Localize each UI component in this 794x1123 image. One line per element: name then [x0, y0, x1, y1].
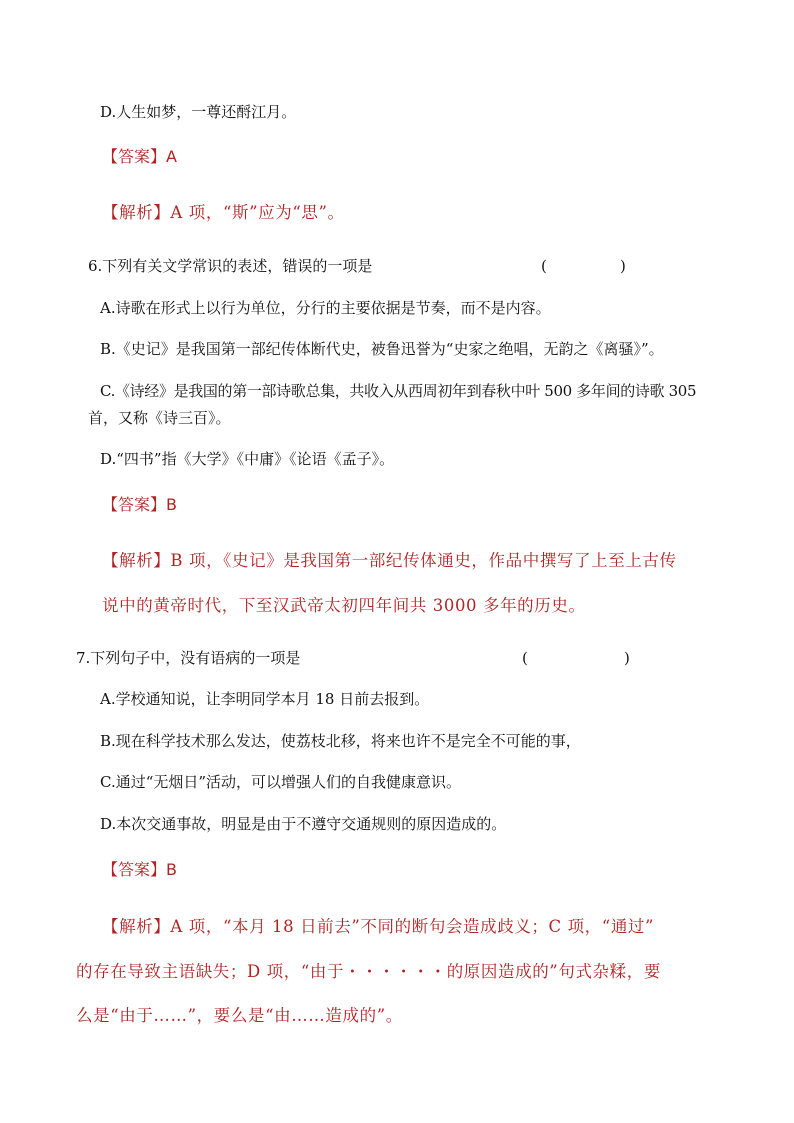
q5-answer: 【答案】A: [102, 147, 177, 166]
q7-bracket-open: (: [522, 649, 528, 667]
q6-option-c-line1: C.《诗经》是我国的第一部诗歌总集，共收入从西周初年到春秋中叶 500 多年间的诗歌 305: [100, 382, 697, 400]
q6-explanation-line1: 【解析】B 项，《史记》是我国第一部纪传体通史，作品中撰写了上至上古传: [102, 551, 677, 570]
q7-option-b: B.现在科学技术那么发达，使荔枝北移，将来也许不是完全不可能的事，: [100, 732, 581, 750]
q5-explanation: 【解析】A 项，“斯”应为“思”。: [102, 203, 345, 222]
q7-explanation-line2: 的存在导致主语缺失；D 项，“由于・・・・・・的原因造成的”句式杂糅，要: [76, 962, 661, 981]
q6-bracket-open: (: [541, 257, 547, 275]
q7-explanation-line1: 【解析】A 项，“本月 18 日前去”不同的断句会造成歧义；C 项，“通过”: [102, 917, 655, 936]
q6-answer: 【答案】B: [102, 495, 177, 514]
q7-stem: 7.下列句子中，没有语病的一项是: [76, 649, 301, 667]
q6-option-d: D.“四书”指《大学》《中庸》《论语《孟子》。: [100, 450, 395, 468]
q5-option-d: D.人生如梦，一尊还酹江月。: [100, 103, 297, 121]
q6-stem: 6.下列有关文学常识的表述，错误的一项是: [88, 257, 373, 275]
q7-option-a: A.学校通知说，让李明同学本月 18 日前去报到。: [100, 690, 430, 708]
q6-bracket-close: ): [620, 257, 626, 275]
q7-option-c: C.通过“无烟日”活动，可以增强人们的自我健康意识。: [100, 773, 462, 791]
q7-explanation-line3: 么是“由于……”，要么是“由……造成的”。: [76, 1006, 403, 1025]
q7-option-d: D.本次交通事故，明显是由于不遵守交通规则的原因造成的。: [100, 815, 507, 833]
q7-bracket-close: ): [624, 649, 630, 667]
q6-explanation-line2: 说中的黄帝时代，下至汉武帝太初四年间共 3000 多年的历史。: [102, 596, 586, 615]
q6-option-b: B.《史记》是我国第一部纪传体断代史，被鲁迅誉为“史家之绝唱，无韵之《离骚》”。: [100, 340, 664, 358]
q6-option-a: A.诗歌在形式上以行为单位，分行的主要依据是节奏，而不是内容。: [100, 299, 551, 317]
q6-option-c-line2: 首，又称《诗三百》。: [88, 409, 231, 427]
q7-answer: 【答案】B: [102, 860, 177, 879]
